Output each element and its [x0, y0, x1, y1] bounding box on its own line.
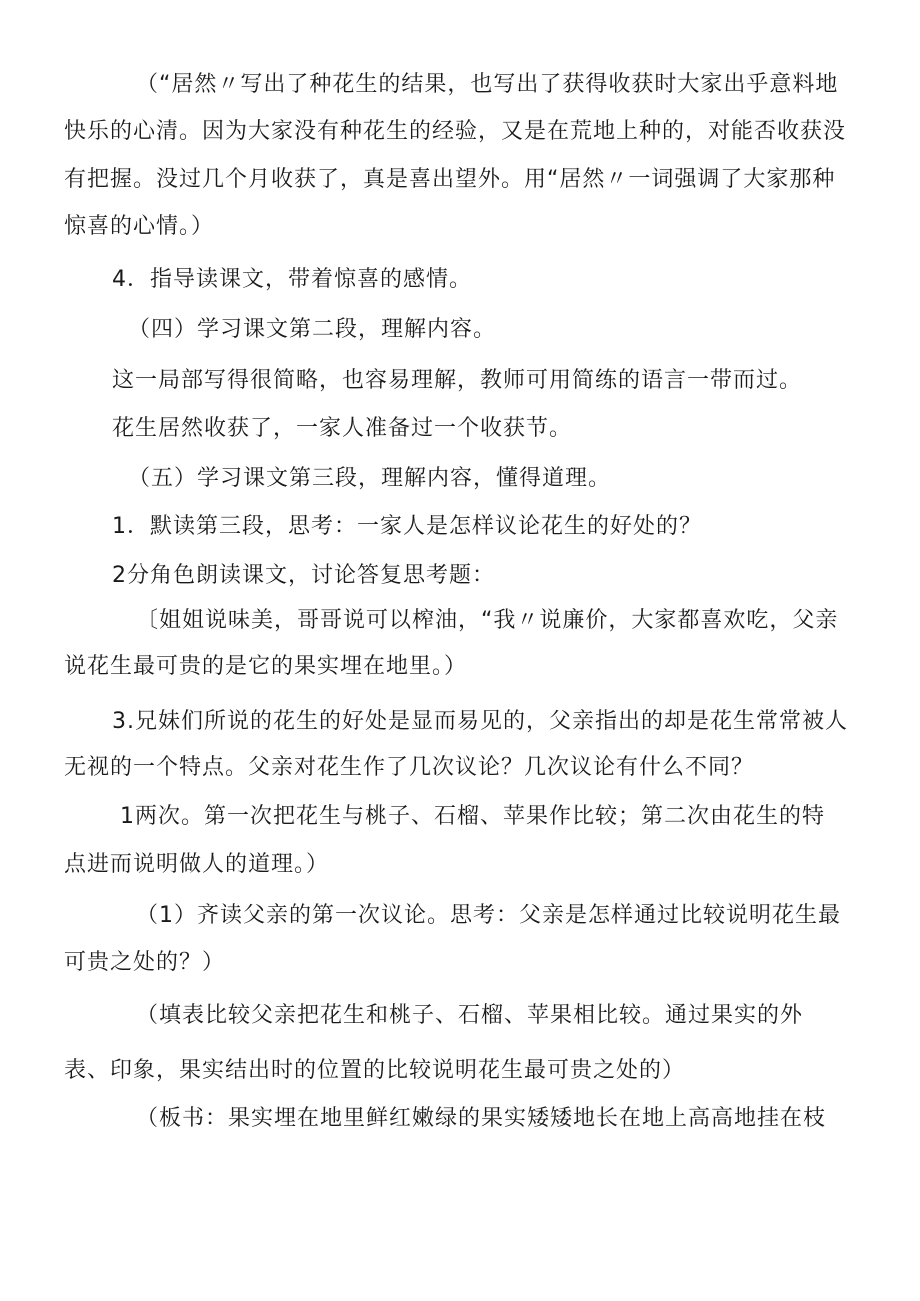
text-line: 无视的一个特点。父亲对花生作了几次议论？几次议论有什么不同？ — [64, 755, 755, 780]
text-line: 惊喜的心情。） — [64, 214, 215, 239]
text-line: 可贵之处的？） — [64, 950, 226, 975]
text-line: 表、印象，果实结出时的位置的比较说明花生最可贵之处的） — [64, 1058, 686, 1083]
text-line: 〔姐姐说味美，哥哥说可以榨油，“我〃说廉价，大家都喜欢吃，父亲 — [136, 608, 839, 633]
text-line: （填表比较父亲把花生和桃子、石榴、苹果相比较。通过果实的外 — [136, 1003, 804, 1028]
text-line: 3.兄妹们所说的花生的好处是显而易见的，父亲指出的却是花生常常被人 — [112, 709, 848, 734]
text-line: （五）学习课文第三段，理解内容，懂得道理。 — [128, 466, 612, 491]
text-line: （1）齐读父亲的第一次议论。思考：父亲是怎样通过比较说明花生最 — [136, 903, 841, 928]
text-line: 1．默读第三段，思考：一家人是怎样议论花生的好处的？ — [112, 514, 702, 539]
text-line: 1两次。第一次把花生与桃子、石榴、苹果作比较；第二次由花生的特 — [120, 804, 825, 829]
text-line: 4．指导读课文，带着惊喜的感情。 — [112, 267, 472, 292]
text-line: （板书：果实埋在地里鲜红嫩绿的果实矮矮地长在地上高高地挂在枝 — [136, 1106, 827, 1131]
text-line: 快乐的心清。因为大家没有种花生的经验，又是在荒地上种的，对能否收获没 — [64, 119, 847, 144]
text-line: 有把握。没过几个月收获了，真是喜出望外。用“居然〃一词强调了大家那种 — [64, 167, 836, 192]
text-line: （四）学习课文第二段，理解内容。 — [128, 317, 497, 342]
text-line: 花生居然收获了，一家人准备过一个收获节。 — [112, 416, 573, 441]
text-line: 说花生最可贵的是它的果实埋在地里。） — [64, 654, 468, 679]
text-line: 2分角色朗读课文，讨论答复思考题： — [112, 563, 495, 588]
text-line: 点进而说明做人的道理。） — [64, 852, 330, 877]
text-line: （“居然〃写出了种花生的结果，也写出了获得收获时大家出乎意料地 — [136, 72, 839, 97]
text-line: 这一局部写得很简略，也容易理解，教师可用简练的语言一带而过。 — [112, 368, 803, 393]
